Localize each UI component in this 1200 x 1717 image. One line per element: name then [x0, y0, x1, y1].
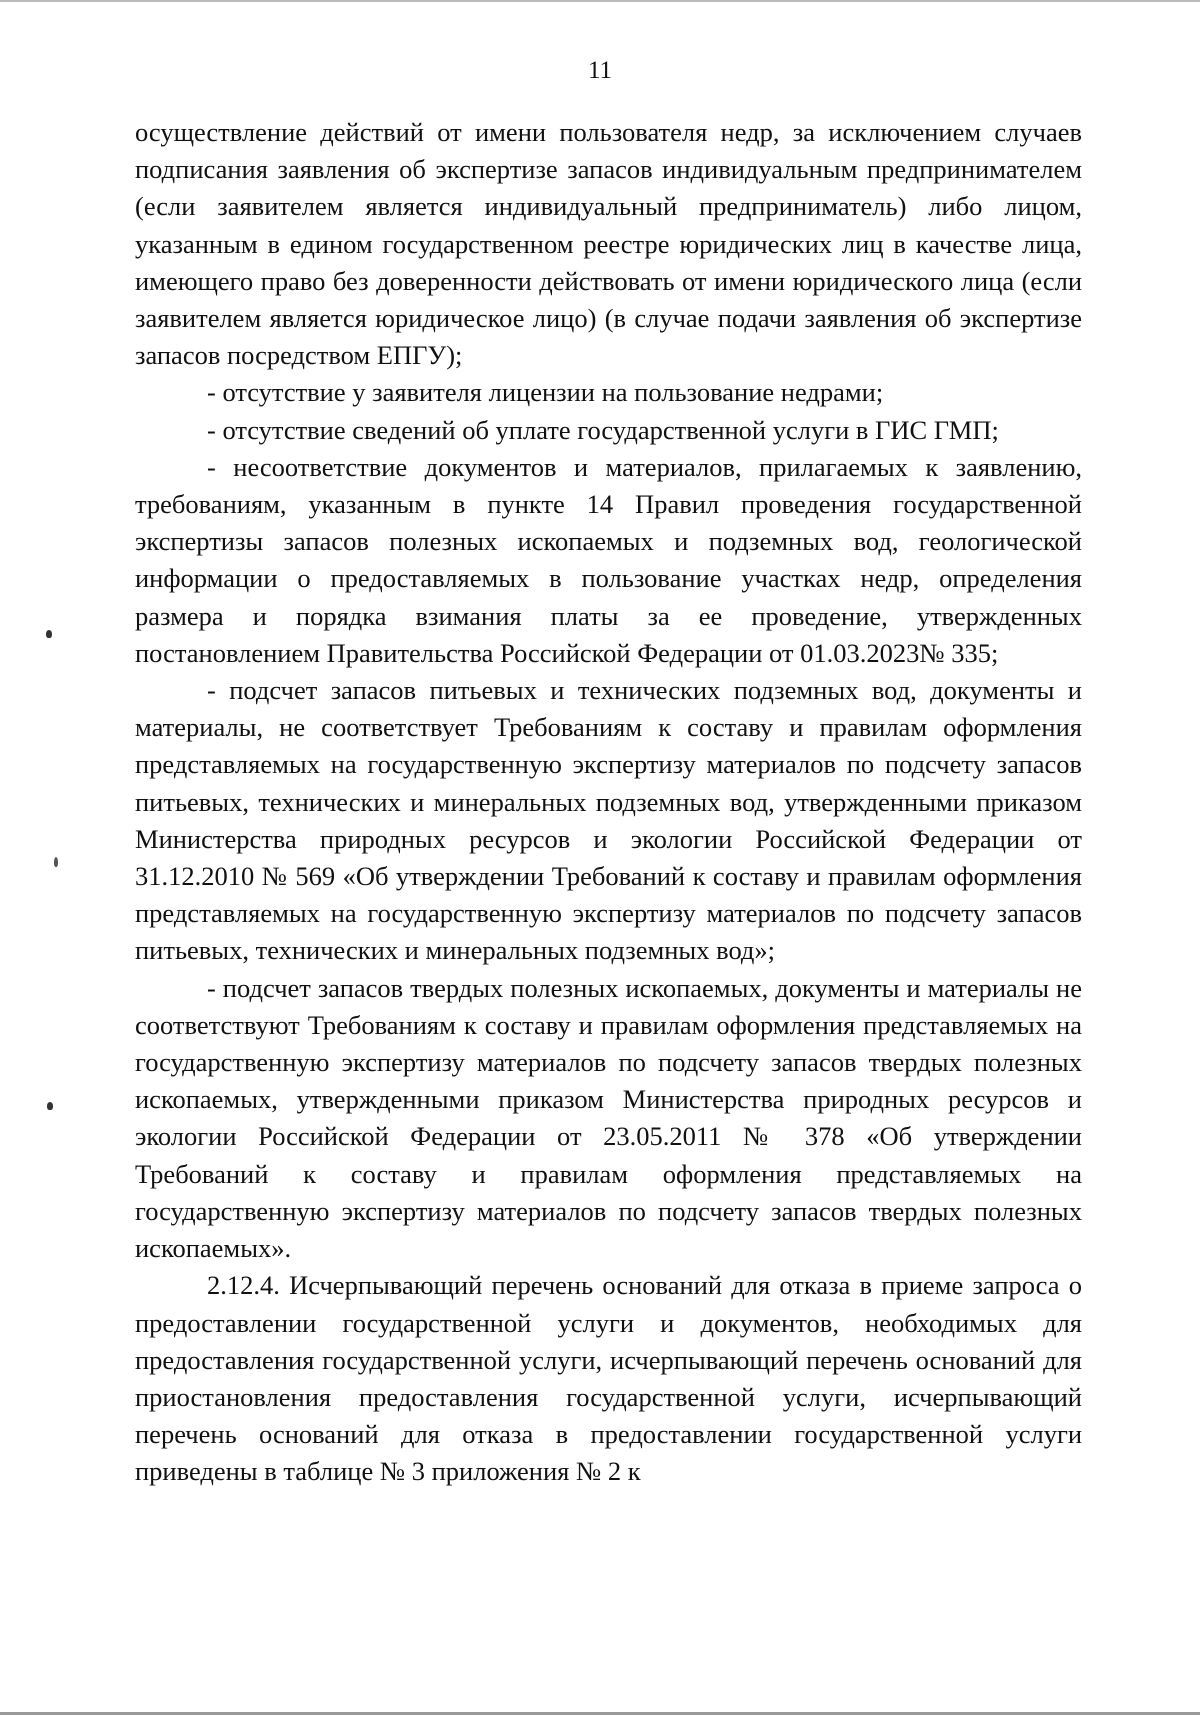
document-body: [135, 114, 1082, 1491]
page-number: 11: [587, 57, 613, 84]
paragraph: осуществление действий от имени пользователя недр, за исключением случаев подписания заявления об экспертизе запасов индивидуальным предпринимателем (если заявителем является индивидуальный предприниматель) либо лицом, указанным в едином государственном реестре юридических лиц в качестве лица, имеющего право без доверенности действовать от имени юридического лица (если заявителем является юридическое лицо) (в случае подачи заявления об экспертизе запасов посредством ЕПГУ);: [135, 117, 1082, 371]
paragraph: - отсутствие у заявителя лицензии на пользование недрами;: [207, 377, 884, 408]
paragraph: 2.12.4. Исчерпывающий перечень оснований для отказа в приеме запроса о предоставлении государственной услуги и документов, необходимых для предоставления государственной услуги, исчерпывающий перечень оснований для приостановления предоставления государственной услуги, исчерпывающий перечень оснований для отказа в предоставлении государственной услуги приведены в таблице № 3 приложения № 2 к: [135, 1270, 1082, 1487]
paragraph: - отсутствие сведений об уплате государственной услуги в ГИС ГМП;: [207, 414, 999, 445]
bottom-scan-edge: [0, 1712, 1200, 1715]
scan-artifact-mark: [47, 1102, 53, 1110]
scan-artifact-mark: [46, 630, 52, 638]
paragraph: - несоответствие документов и материалов, прилагаемых к заявлению, требованиям, указанным в пункте 14 Правил проведения государственной экспертизы запасов полезных ископаемых и подземных вод, геологической информации о предоставляемых в пользование участках недр, определения размера и порядка взимания платы за ее проведение, утвержденных постановлением Правительства Российской Федерации от 01.03.2023№ 335;: [135, 451, 1082, 668]
scan-artifact-mark: [54, 857, 58, 867]
top-scan-edge: [0, 0, 1200, 2]
paragraph: - подсчет запасов твердых полезных ископаемых, документы и материалы не соответствуют Требованиям к составу и правилам оформления представляемых на государственную экспертизу материалов по подсчету запасов твердых полезных ископаемых, утвержденными приказом Министерства природных ресурсов и экологии Российской Федерации от 23.05.2011 № 378 «Об утверждении Требований к составу и правилам оформления представляемых на государственную экспертизу материалов по подсчету запасов твердых полезных ископаемых».: [135, 972, 1082, 1264]
paragraph: - подсчет запасов питьевых и технических подземных вод, документы и материалы, не соответствует Требованиям к составу и правилам оформления представляемых на государственную экспертизу материалов по подсчету запасов питьевых, технических и минеральных подземных вод, утвержденными приказом Министерства природных ресурсов и экологии Российской Федерации от 31.12.2010 № 569 «Об утверждении Требований к составу и правилам оформления представляемых на государственную экспертизу материалов по подсчету запасов питьевых, технических и минеральных подземных вод»;: [135, 675, 1082, 966]
